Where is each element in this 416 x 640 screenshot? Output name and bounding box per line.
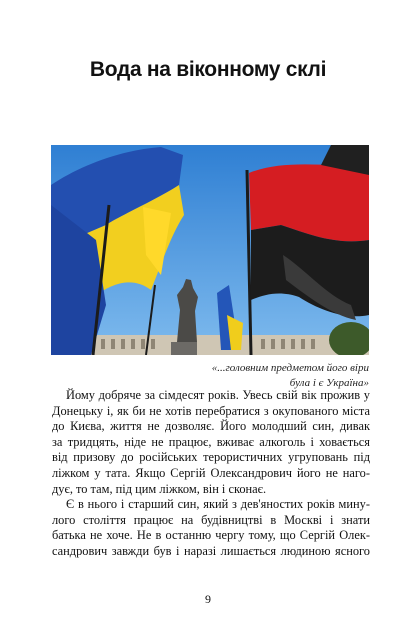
- paragraph-line: сандрович завжди був і наразі лишається людиною ясного: [52, 543, 370, 558]
- paragraph-line: від призову до російських терористичних угруповань під: [52, 450, 370, 465]
- paragraph-line: до Києва, життя не дозволяє. Його молодший син, дивак: [52, 419, 370, 434]
- paragraph-line: дує, то там, під цим ліжком, він і сконає.: [52, 481, 267, 496]
- chapter-title: Вода на віконному склі: [89, 58, 327, 81]
- body-text: [52, 388, 370, 560]
- page-number: 9: [205, 592, 211, 606]
- photo-caption: [109, 361, 369, 391]
- paragraph-line: лого століття працює на будівництві в Москві і знати: [52, 512, 370, 527]
- paragraph-line: Донецьку і, як би не хотів перебратися з окупованого міста: [52, 403, 370, 418]
- photo-flags-rally: [51, 145, 369, 355]
- paragraph-line: батька не хоче. Не в останню чергу тому, що Сергій Олек-: [52, 528, 370, 543]
- paragraph-line: Є в нього і старший син, який з дев'яностих років мину-: [66, 497, 370, 512]
- caption-line: була і є Україна»: [289, 377, 369, 389]
- paragraph-line: ліжком у тата. Якщо Сергій Олександрович його не наго-: [52, 465, 370, 480]
- paragraph-line: Йому добряче за сімдесят років. Увесь свій вік прожив у: [66, 388, 370, 402]
- paragraph-line: за тридцять, ніде не працює, вживає алкоголь і ховається: [52, 434, 370, 449]
- caption-line: «...головним предметом його віри: [211, 362, 369, 374]
